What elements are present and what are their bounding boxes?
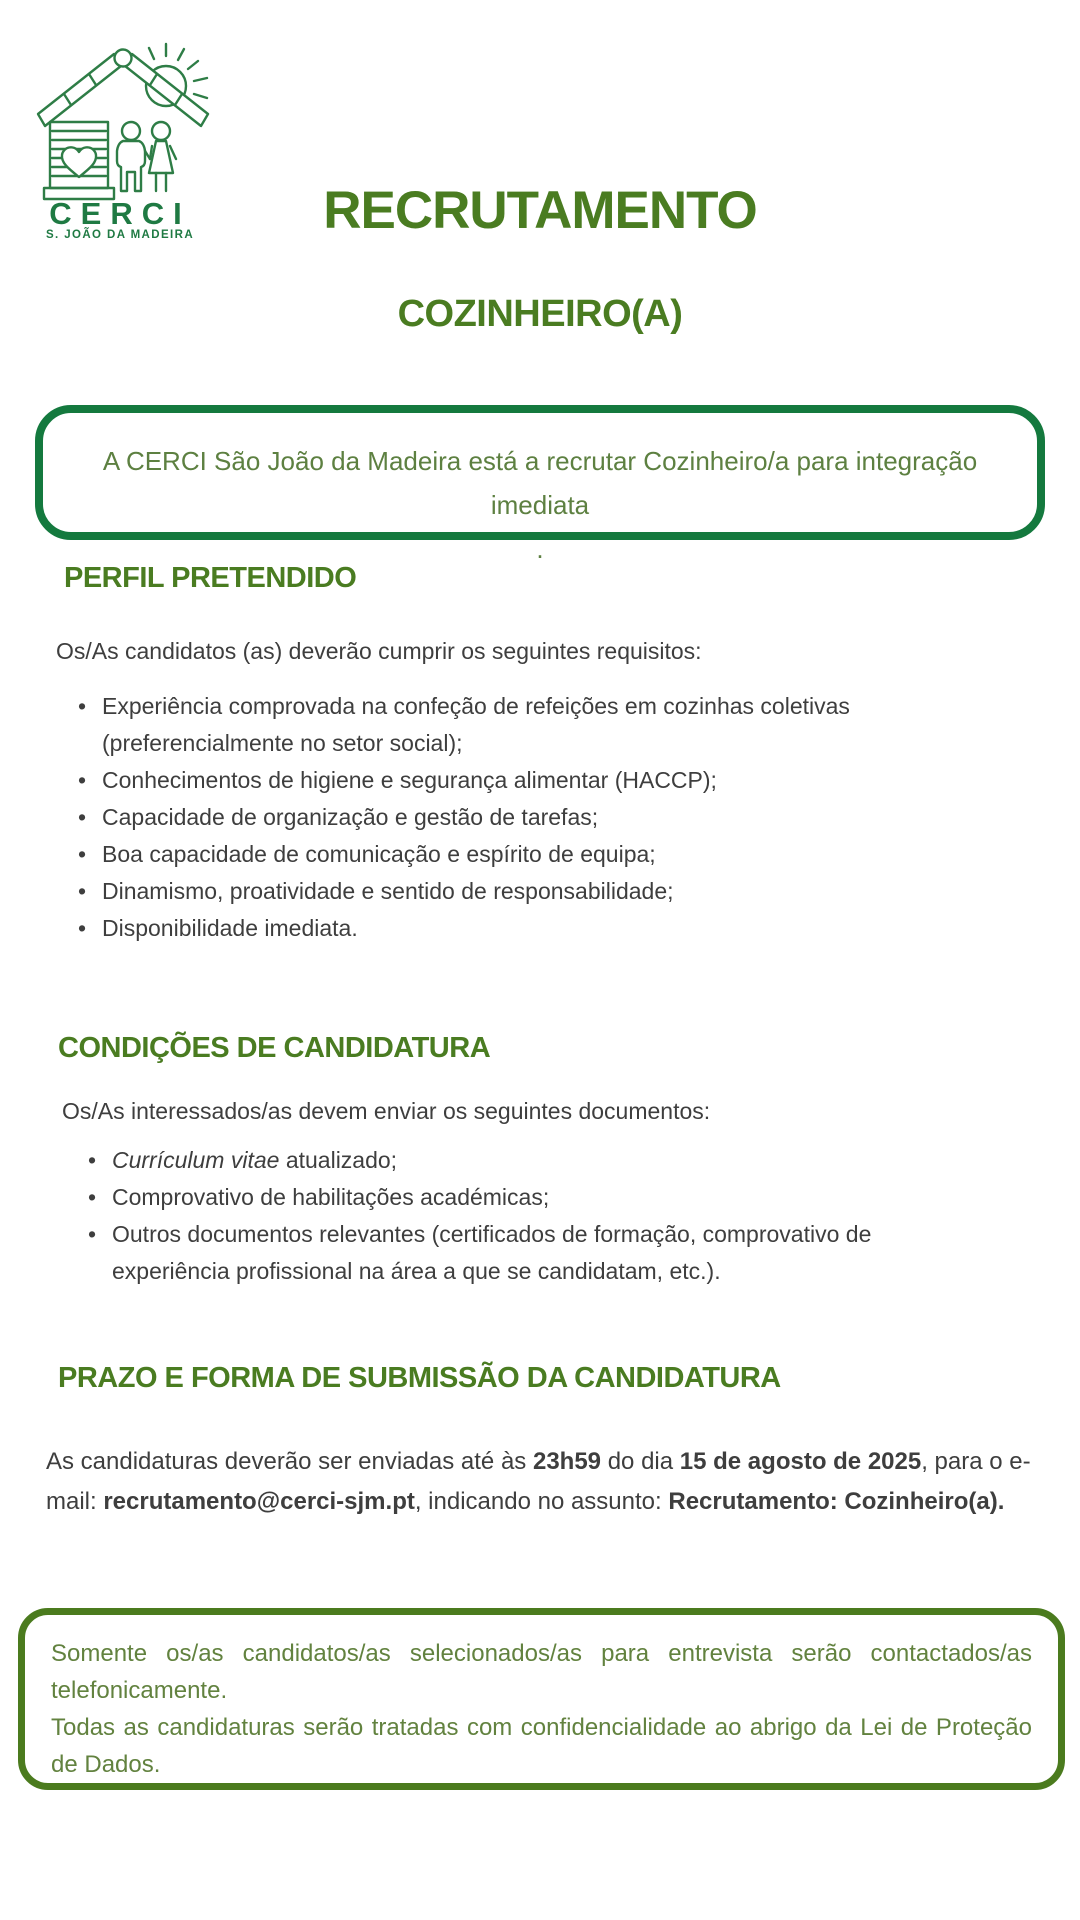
prazo-text: As candidaturas deverão ser enviadas até às <box>46 1448 533 1475</box>
list-item: • Capacidade de organização e gestão de tarefas; <box>102 799 1007 836</box>
footer-box <box>18 1608 1065 1790</box>
list-item-italic: Currículum vitae <box>112 1147 280 1173</box>
list-item <box>112 1179 982 1216</box>
perfil-list <box>102 688 1007 947</box>
footer-line1: Somente os/as candidatos/as selecionados/as para entrevista serão contactados/as telefonicamente. <box>51 1640 1032 1704</box>
list-item <box>112 1216 982 1290</box>
section-heading-condicoes: CONDIÇÕES DE CANDIDATURA <box>58 1032 491 1064</box>
section-heading-prazo: PRAZO E FORMA DE SUBMISSÃO DA CANDIDATURA <box>58 1362 781 1394</box>
list-item: • Experiência comprovada na confeção de refeições em cozinhas coletivas (preferencialmente no setor social); <box>102 688 1007 762</box>
prazo-paragraph <box>46 1442 1041 1522</box>
intro-box <box>35 405 1045 564</box>
prazo-subject: Recrutamento: Cozinheiro(a). <box>668 1488 1005 1515</box>
list-item: • Dinamismo, proatividade e sentido de responsabilidade; <box>102 873 1007 910</box>
list-item-text: atualizado; <box>279 1147 398 1173</box>
prazo-deadline-date: 15 de agosto de 2025 <box>679 1448 922 1475</box>
list-item: • Conhecimentos de higiene e segurança alimentar (HACCP); <box>102 762 1007 799</box>
footer-line2: Todas as candidaturas serão tratadas com confidencialidade ao abrigo da Lei de Proteção de Dados. <box>51 1714 1032 1778</box>
list-item: • Disponibilidade imediata. <box>102 910 1007 947</box>
list-item <box>112 1142 982 1179</box>
prazo-deadline-time: 23h59 <box>532 1448 602 1475</box>
prazo-text: , indicando no assunto: <box>414 1488 669 1515</box>
page-title: RECRUTAMENTO <box>323 181 757 240</box>
logo-cerci-text: CERCI <box>49 196 191 231</box>
prazo-email: recrutamento@cerci-sjm.pt <box>103 1488 415 1515</box>
condicoes-list <box>112 1142 982 1290</box>
roof-icon <box>38 50 208 127</box>
list-item-text: Outros documentos relevantes (certificados de formação, comprovativo de experiência profissional na área a que se candidatam, etc.). <box>112 1221 872 1284</box>
prazo-text: , para o e-mail: <box>46 1448 1031 1515</box>
perfil-lead: Os/As candidatos (as) deverão cumprir os seguintes requisitos: <box>56 638 702 664</box>
list-item-text: Comprovativo de habilitações académicas; <box>112 1184 550 1210</box>
section-heading-perfil: PERFIL PRETENDIDO <box>64 562 357 594</box>
intro-line1: A CERCI São João da Madeira está a recrutar Cozinheiro/a para integração imediata <box>102 446 978 520</box>
intro-line2: . <box>536 534 544 564</box>
prazo-text: do dia <box>601 1448 680 1475</box>
condicoes-lead: Os/As interessados/as devem enviar os seguintes documentos: <box>62 1098 711 1124</box>
logo-tagline-text: S. JOÃO DA MADEIRA <box>45 229 195 240</box>
page-subtitle: COZINHEIRO(A) <box>397 293 683 335</box>
list-item: • Boa capacidade de comunicação e espírito de equipa; <box>102 836 1007 873</box>
